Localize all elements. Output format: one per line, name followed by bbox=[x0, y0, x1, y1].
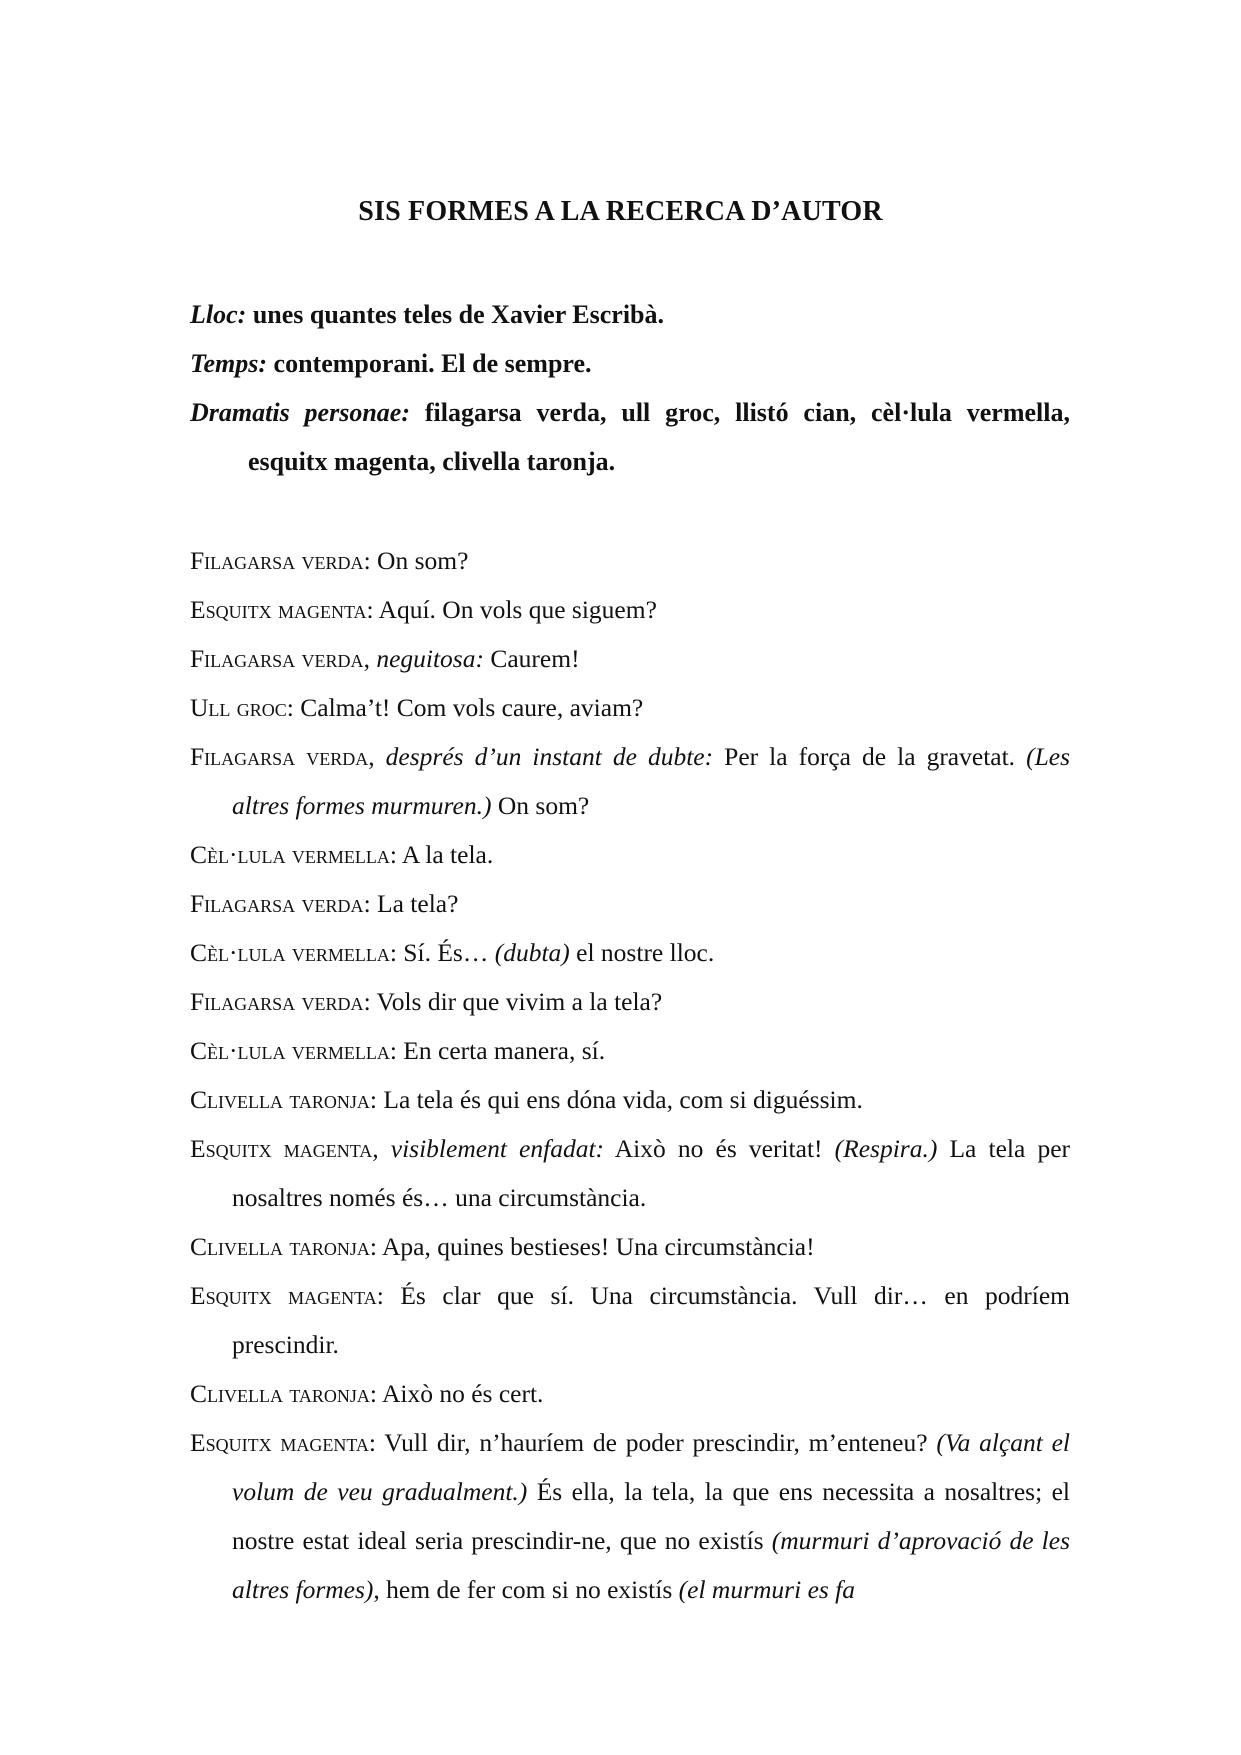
speaker-name: Filagarsa verda bbox=[190, 546, 364, 575]
stage-direction: , visiblement enfadat: bbox=[372, 1134, 605, 1163]
line-text: : Aquí. On vols que siguem? bbox=[366, 595, 657, 624]
line-text: , bbox=[363, 644, 377, 673]
dialogue-line bbox=[190, 1222, 1070, 1271]
stage-direction: (dubta) bbox=[494, 938, 570, 967]
dialogue-line bbox=[190, 585, 1070, 634]
play-metadata bbox=[190, 290, 1070, 486]
dialogue-line bbox=[190, 928, 1070, 977]
speaker-name: Filagarsa verda bbox=[190, 644, 364, 673]
stage-direction: després d’un instant de dubte: bbox=[385, 742, 714, 771]
line-text: , hem de fer com si no existís bbox=[373, 1575, 679, 1604]
stage-direction: (Les altres formes murmuren.) bbox=[232, 742, 1071, 820]
dialogue-line bbox=[190, 683, 1070, 732]
speaker-name: Cèl·lula vermella bbox=[190, 1036, 390, 1065]
meta-dramatis-personae bbox=[190, 388, 1070, 486]
stage-direction: (Va alçant el volum de veu gradualment.) bbox=[232, 1428, 1071, 1506]
page-title: SIS FORMES A LA RECERCA D’AUTOR bbox=[358, 196, 883, 227]
speaker-name: Cèl·lula vermella bbox=[190, 840, 390, 869]
line-text: Per la força de la gravetat. bbox=[713, 742, 1027, 771]
speaker-name: Esquitx magenta bbox=[190, 595, 367, 624]
line-text: Caurem! bbox=[483, 644, 580, 673]
speaker-name: Esquitx magenta bbox=[190, 1281, 377, 1310]
line-text: : En certa manera, sí. bbox=[389, 1036, 606, 1065]
speaker-name: Cèl·lula vermella bbox=[190, 938, 390, 967]
dialogue-line bbox=[190, 1369, 1070, 1418]
line-text: On som? bbox=[491, 791, 590, 820]
line-text: Això no és veritat! bbox=[604, 1134, 835, 1163]
line-text: , bbox=[368, 742, 386, 771]
dialogue-line bbox=[190, 879, 1070, 928]
line-text: : Això no és cert. bbox=[369, 1379, 544, 1408]
lloc-text: unes quantes teles de Xavier Escribà. bbox=[246, 300, 665, 329]
dialogue-line bbox=[190, 1418, 1070, 1614]
speaker-name: Clivella taronja bbox=[190, 1085, 370, 1114]
stage-direction: (el murmuri es fa bbox=[678, 1575, 856, 1604]
dialogue bbox=[190, 536, 1070, 1614]
temps-text: contemporani. El de sempre. bbox=[267, 349, 592, 378]
speaker-name: Filagarsa verda bbox=[190, 742, 369, 771]
stage-direction: (murmuri d’aprovació de les altres formes) bbox=[232, 1526, 1070, 1604]
meta-temps bbox=[190, 339, 1070, 388]
dialogue-line bbox=[190, 732, 1070, 830]
meta-lloc bbox=[190, 290, 1070, 339]
dialogue-line bbox=[190, 977, 1070, 1026]
lloc-label: Lloc: bbox=[190, 300, 247, 329]
dialogue-line bbox=[190, 1271, 1070, 1369]
line-text: : On som? bbox=[363, 546, 469, 575]
speaker-name: Clivella taronja bbox=[190, 1232, 370, 1261]
speaker-name: Esquitx magenta bbox=[190, 1134, 373, 1163]
speaker-name: Ull groc bbox=[190, 693, 287, 722]
line-text: : La tela és qui ens dóna vida, com si diguéssim. bbox=[369, 1085, 863, 1114]
speaker-name: Esquitx magenta bbox=[190, 1428, 369, 1457]
dramatis-label: Dramatis personae: bbox=[190, 398, 410, 427]
line-text: : Vull dir, n’hauríem de poder prescindir, m’enteneu? bbox=[368, 1428, 937, 1457]
line-text: : Sí. És… bbox=[389, 938, 495, 967]
speaker-name: Clivella taronja bbox=[190, 1379, 370, 1408]
stage-direction: (Respira.) bbox=[834, 1134, 938, 1163]
dialogue-line bbox=[190, 536, 1070, 585]
line-text: : La tela? bbox=[363, 889, 459, 918]
line-text: : És clar que sí. Una circumstància. Vull dir… en podríem prescindir. bbox=[232, 1281, 1070, 1359]
speaker-name: Filagarsa verda bbox=[190, 889, 364, 918]
line-text: : Calma’t! Com vols caure, aviam? bbox=[286, 693, 644, 722]
temps-label: Temps: bbox=[190, 349, 268, 378]
dramatis-text: filagarsa verda, ull groc, llistó cian, cèl·lula vermella, esquitx magenta, clivella taronja. bbox=[248, 398, 1070, 476]
line-text: : A la tela. bbox=[389, 840, 494, 869]
line-text: La tela per nosaltres només és… una circumstància. bbox=[232, 1134, 1071, 1212]
dialogue-line bbox=[190, 1075, 1070, 1124]
line-text: És ella, la tela, la que ens necessita a nosaltres; el nostre estat ideal seria prescindir-ne, que no existís bbox=[232, 1477, 1070, 1555]
dialogue-line bbox=[190, 1124, 1070, 1222]
stage-direction: neguitosa: bbox=[376, 644, 484, 673]
dialogue-line bbox=[190, 634, 1070, 683]
speaker-name: Filagarsa verda bbox=[190, 987, 364, 1016]
line-text: : Apa, quines bestieses! Una circumstància! bbox=[369, 1232, 815, 1261]
dialogue-line bbox=[190, 1026, 1070, 1075]
line-text: : Vols dir que vivim a la tela? bbox=[363, 987, 663, 1016]
line-text: el nostre lloc. bbox=[569, 938, 715, 967]
dialogue-line bbox=[190, 830, 1070, 879]
